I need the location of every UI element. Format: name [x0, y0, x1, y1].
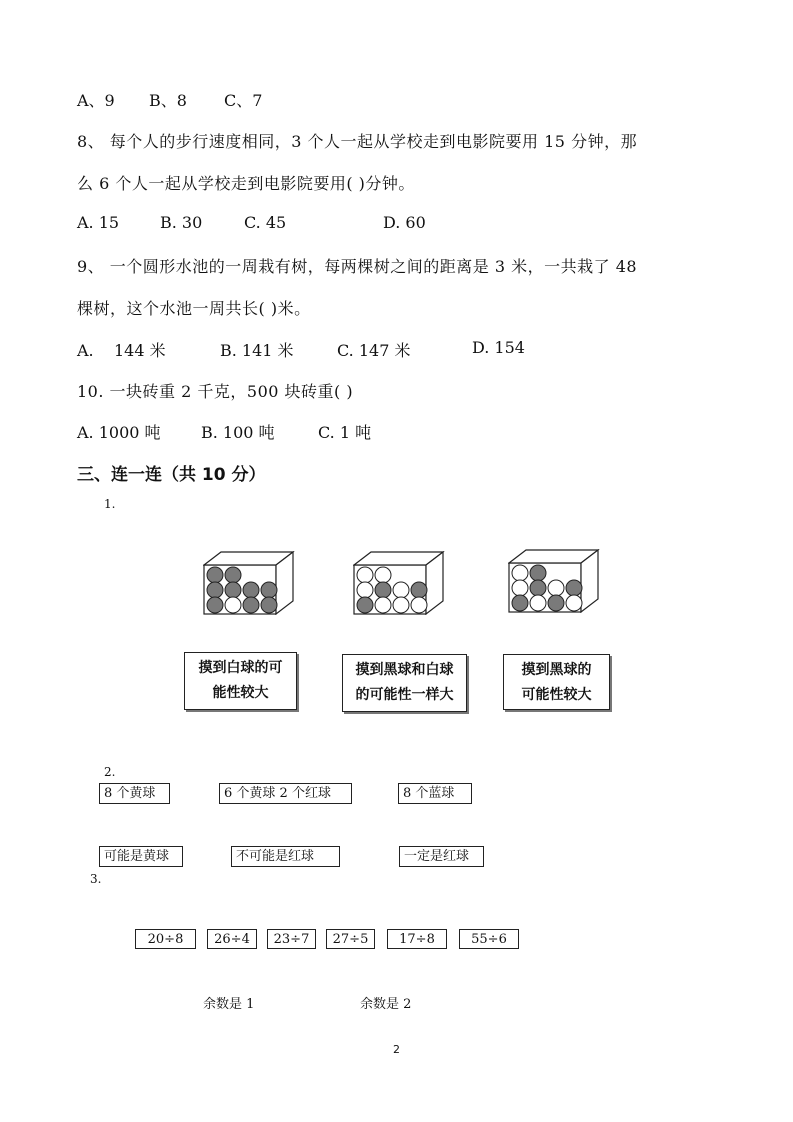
black-ball: [530, 580, 546, 596]
black-ball: [207, 597, 223, 613]
label-box-equal: [342, 654, 467, 712]
label-box-black-more: [503, 654, 610, 710]
black-ball: [225, 582, 241, 598]
black-ball: [243, 582, 259, 598]
black-ball: [243, 597, 259, 613]
label-line: 摸到黑球的: [521, 662, 592, 678]
black-ball: [207, 567, 223, 583]
remainder-label: 余数是 2: [360, 997, 412, 1012]
black-ball: [411, 582, 427, 598]
white-ball: [357, 567, 373, 583]
black-ball: [566, 580, 582, 596]
q10-line1: 10. 一块砖重 2 千克，500 块砖重( ): [77, 382, 354, 401]
black-ball: [548, 595, 564, 611]
white-ball: [393, 597, 409, 613]
q9-option-d: D. 154: [472, 338, 525, 357]
division-expression: 23÷7: [267, 929, 316, 949]
division-expression: 20÷8: [135, 929, 196, 949]
white-ball: [566, 595, 582, 611]
page-number: 2: [393, 1043, 400, 1056]
q7-option-c: C、7: [224, 91, 263, 110]
section-title: 三、连一连（共 10 分）: [77, 465, 266, 485]
black-ball: [225, 567, 241, 583]
part2-top-item: 6 个黄球 2 个红球: [219, 783, 352, 804]
part2-bottom-item: 可能是黄球: [99, 846, 183, 867]
q9-option-c: C. 147 米: [337, 341, 411, 360]
q8-line2: 么 6 个人一起从学校走到电影院要用( )分钟。: [77, 174, 415, 193]
white-ball: [393, 582, 409, 598]
q10-option-a: A. 1000 吨: [77, 423, 161, 442]
black-ball: [512, 595, 528, 611]
q9-option-a: A. 144 米: [77, 341, 166, 360]
white-ball: [375, 567, 391, 583]
white-ball: [225, 597, 241, 613]
white-ball: [512, 580, 528, 596]
remainder-label: 余数是 1: [203, 997, 255, 1012]
part2-bottom-item: 一定是红球: [399, 846, 484, 867]
ball-box-1: [203, 551, 295, 615]
ball-box-2: [353, 551, 445, 615]
part2-top-item: 8 个黄球: [99, 783, 170, 804]
label-line: 可能性较大: [521, 687, 592, 703]
q10-option-c: C. 1 吨: [318, 423, 372, 442]
label-line: 能性较大: [212, 685, 269, 701]
q10-option-b: B. 100 吨: [201, 423, 275, 442]
label-line: 摸到白球的可: [198, 660, 283, 676]
q8-option-a: A. 15: [77, 213, 120, 232]
black-ball: [207, 582, 223, 598]
black-ball: [375, 582, 391, 598]
division-expression: 26÷4: [207, 929, 257, 949]
white-ball: [357, 582, 373, 598]
q7-option-b: B、8: [149, 91, 187, 110]
white-ball: [530, 595, 546, 611]
division-expression: 55÷6: [459, 929, 519, 949]
q8-option-b: B. 30: [160, 213, 203, 232]
q9-option-b: B. 141 米: [220, 341, 294, 360]
q9-line2: 棵树，这个水池一周共长( )米。: [77, 299, 311, 318]
black-ball: [261, 597, 277, 613]
q8-option-d: D. 60: [383, 213, 426, 232]
part2-top-item: 8 个蓝球: [398, 783, 472, 804]
black-ball: [530, 565, 546, 581]
q7-option-a: A、9: [77, 91, 115, 110]
q9-line1: 9、 一个圆形水池的一周栽有树，每两棵树之间的距离是 3 米，一共栽了 48: [77, 257, 638, 276]
q8-line1: 8、 每个人的步行速度相同，3 个人一起从学校走到电影院要用 15 分钟，那: [77, 132, 638, 151]
black-ball: [357, 597, 373, 613]
part3-number: 3.: [90, 872, 102, 886]
q8-option-c: C. 45: [244, 213, 287, 232]
white-ball: [411, 597, 427, 613]
white-ball: [548, 580, 564, 596]
black-ball: [261, 582, 277, 598]
part1-number: 1.: [104, 497, 116, 511]
label-line: 摸到黑球和白球: [355, 662, 454, 678]
white-ball: [375, 597, 391, 613]
ball-box-3: [508, 549, 600, 613]
division-expression: 17÷8: [387, 929, 447, 949]
division-expression: 27÷5: [326, 929, 375, 949]
label-box-white-more: [184, 652, 297, 710]
label-line: 的可能性一样大: [355, 687, 454, 703]
part2-number: 2.: [104, 765, 116, 779]
part2-bottom-item: 不可能是红球: [231, 846, 340, 867]
white-ball: [512, 565, 528, 581]
